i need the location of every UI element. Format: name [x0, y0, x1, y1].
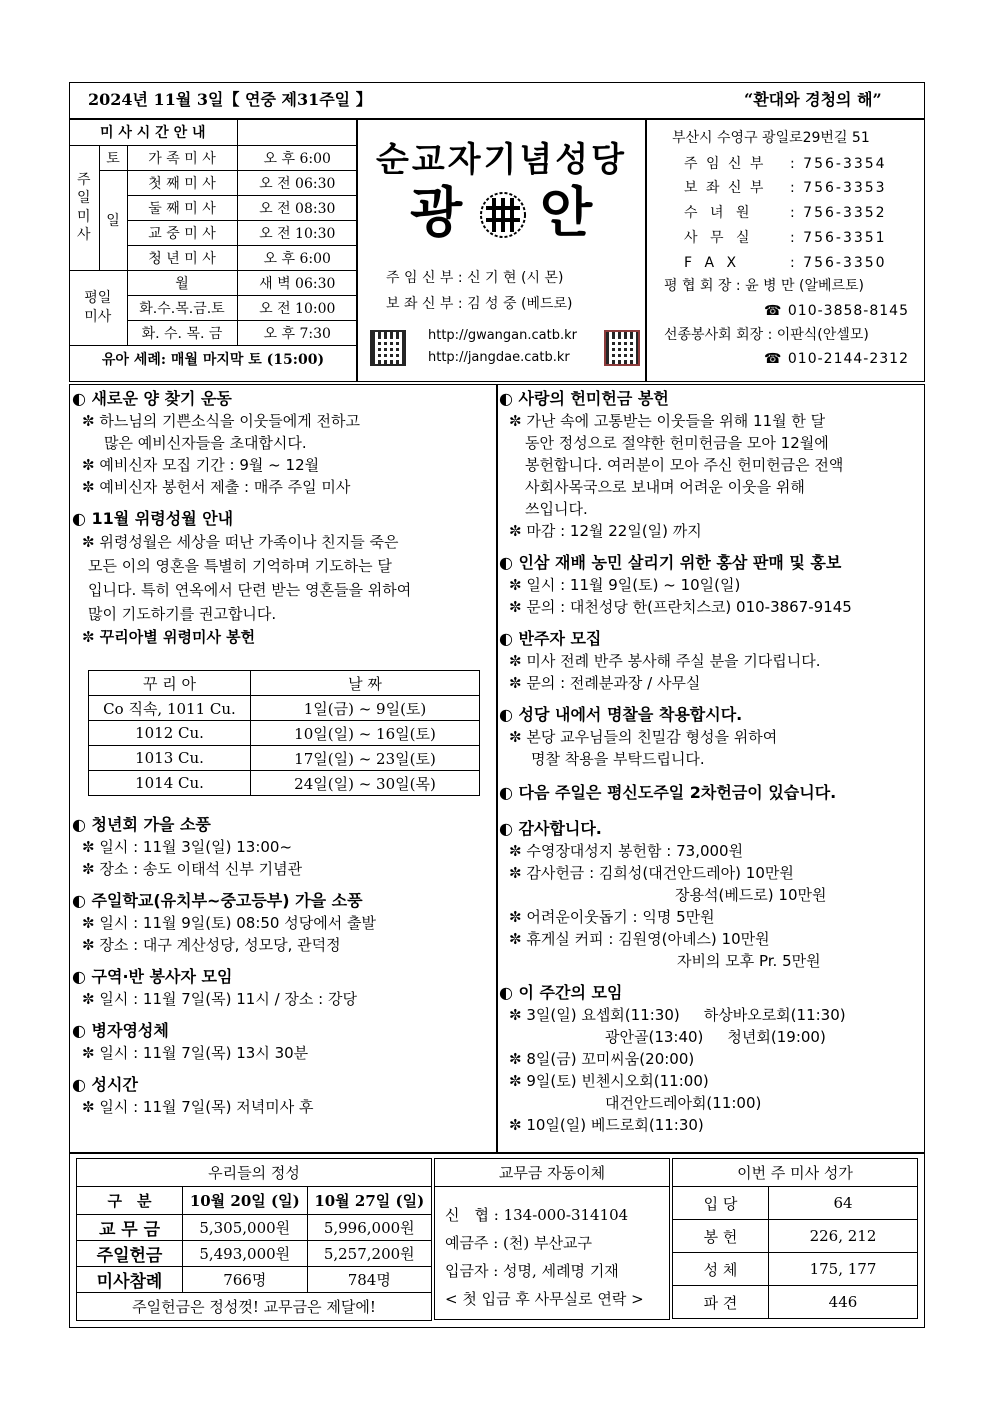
section-title: ◐ 성당 내에서 명찰을 착용합시다.	[499, 705, 743, 724]
volunteer-phone: ☎ 010-2144-2312	[764, 351, 909, 367]
mass-time: 오 후 6:00	[237, 145, 357, 170]
contact-value: : 756-3353	[790, 180, 887, 196]
table-header: 10월 20일 (일)	[183, 1187, 308, 1215]
mass-name: 첫 째 미 사	[127, 170, 237, 195]
mass-name: 화. 수. 목. 금	[127, 320, 237, 345]
text-line: ✼ 꾸리아별 위령미사 봉헌	[82, 628, 256, 646]
table-cell: 226, 212	[769, 1220, 918, 1253]
saturday-label: 토	[99, 145, 127, 170]
contact-label: 주 임 신 부	[684, 156, 766, 172]
sunday-label: 일	[99, 170, 127, 270]
mass-name: 월	[127, 270, 237, 295]
mass-time: 오 전 10:00	[237, 295, 357, 320]
infant-baptism-note: 유아 세례: 매월 마지막 토 (15:00)	[69, 345, 357, 373]
songs-title: 이번 주 미사 성가	[673, 1159, 918, 1187]
section-title: ◐ 새로운 양 찾기 운동	[72, 389, 232, 408]
contact-label: 보 좌 신 부	[684, 180, 766, 196]
mass-time: 오 전 10:30	[237, 220, 357, 245]
section-title: ◐ 11월 위령성월 안내	[72, 509, 234, 528]
section-title: ◐ 성시간	[72, 1075, 138, 1094]
mass-schedule-table	[69, 120, 357, 373]
text-line: ✼ 가난 속에 고통받는 이웃들을 위해 11월 한 달	[509, 412, 826, 430]
table-header: 날 짜	[251, 671, 480, 696]
text-line: ✼ 9일(토) 빈첸시오회(11:00)	[509, 1072, 709, 1090]
text-line: ✼ 일시 : 11월 3일(일) 13:00~	[82, 838, 293, 856]
table-cell: 1014 Cu.	[89, 771, 251, 796]
text-line: 예금주 : (천) 부산교구	[445, 1234, 592, 1252]
table-cell: 1012 Cu.	[89, 721, 251, 746]
mass-time: 오 전 06:30	[237, 170, 357, 195]
contact-value: : 756-3351	[790, 230, 887, 246]
contact-label: 사 무 실	[684, 230, 754, 246]
section-title: ◐ 사랑의 헌미헌금 봉헌	[499, 389, 669, 408]
table-cell: 파 견	[673, 1286, 769, 1319]
weekday-mass-label: 평일미사	[69, 270, 127, 345]
table-cell: 5,305,000원	[183, 1215, 308, 1241]
text-line: 자비의 모후 Pr. 5만원	[677, 952, 821, 970]
offering-table	[76, 1158, 432, 1321]
text-line: ✼ 미사 전례 반주 봉사해 주실 분을 기다립니다.	[509, 652, 821, 670]
table-cell: Co 직속, 1011 Cu.	[89, 696, 251, 721]
text-line: ✼ 일시 : 11월 9일(토) 08:50 성당에서 출발	[82, 914, 376, 932]
year-motto: “환대와 경청의 해”	[744, 90, 882, 109]
mass-name: 청 년 미 사	[127, 245, 237, 270]
text-line: ✼ 3일(일) 요셉회(11:30) 하상바오로회(11:30)	[509, 1006, 846, 1024]
table-cell: 5,493,000원	[183, 1241, 308, 1267]
text-line: ✼ 일시 : 11월 7일(목) 11시 / 장소 : 강당	[82, 990, 357, 1008]
text-line: 입니다. 특히 연옥에서 단련 받는 영혼들을 위하여	[88, 581, 412, 599]
text-line: ✼ 휴게실 커피 : 김원영(아녜스) 10만원	[509, 930, 770, 948]
section-title: ◐ 반주자 모집	[499, 629, 602, 648]
contact-value: : 756-3350	[790, 255, 887, 271]
left-column	[72, 388, 492, 648]
volunteer-president: 선종봉사회 회장 : 이판식(안셀모)	[664, 327, 869, 343]
cross-emblem-icon	[478, 190, 528, 240]
section-title: ◐ 병자영성체	[72, 1021, 169, 1040]
text-line: ✼ 장소 : 대구 계산성당, 성모당, 관덕정	[82, 936, 341, 954]
table-cell: 17일(일) ~ 23일(토)	[251, 746, 480, 771]
church-subtitle: 순교자기념성당	[376, 140, 627, 180]
section-title: ◐ 다음 주일은 평신도주일 2차헌금이 있습니다.	[499, 783, 837, 802]
section-title: ◐ 감사합니다.	[499, 819, 602, 838]
mass-name: 가 족 미 사	[127, 145, 237, 170]
songs-table	[672, 1158, 918, 1319]
text-line: ✼ 일시 : 11월 9일(토) ~ 10일(일)	[509, 576, 741, 594]
table-cell: 446	[769, 1286, 918, 1319]
right-column	[499, 388, 921, 1136]
text-line: 봉헌합니다. 여러분이 모아 주신 헌미헌금은 전액	[525, 456, 844, 474]
table-cell: 766명	[183, 1267, 308, 1293]
text-line: ✼ 10일(일) 베드로회(11:30)	[509, 1116, 704, 1134]
table-cell: 175, 177	[769, 1253, 918, 1286]
text-line: 많은 예비신자들을 초대합시다.	[104, 434, 307, 452]
section-title: ◐ 청년회 가을 소풍	[72, 815, 211, 834]
website-link-1[interactable]: http://gwangan.catb.kr	[428, 328, 577, 343]
assistant-info: 보 좌 신 부 : 김 성 중 (베드로)	[386, 296, 573, 312]
mass-time: 오 후 7:30	[237, 320, 357, 345]
text-line: ✼ 8일(금) 꼬미씨움(20:00)	[509, 1050, 695, 1068]
church-name-right: 안	[540, 180, 593, 244]
text-line: 명찰 착용을 부탁드립니다.	[531, 750, 705, 768]
mass-time: 오 후 6:00	[237, 245, 357, 270]
council-phone: ☎ 010-3858-8145	[764, 303, 909, 319]
text-line: ✼ 어려운이웃돕기 : 익명 5만원	[509, 908, 715, 926]
table-cell: 5,996,000원	[307, 1215, 432, 1241]
section-title: ◐ 구역·반 봉사자 모임	[72, 967, 233, 986]
contact-value: : 756-3354	[790, 156, 887, 172]
issue-date: 2024년 11월 3일【 연중 제31주일 】	[88, 90, 372, 109]
table-cell: 봉 헌	[673, 1220, 769, 1253]
text-line: 많이 기도하기를 권고합니다.	[88, 605, 277, 623]
text-line: 광안골(13:40) 청년회(19:00)	[605, 1028, 826, 1046]
table-cell: 입 당	[673, 1187, 769, 1220]
table-header: 구 분	[77, 1187, 183, 1215]
text-line: ✼ 일시 : 11월 7일(목) 13시 30분	[82, 1044, 309, 1062]
text-line: 신 협 : 134-000-314104	[445, 1206, 629, 1224]
mass-time: 오 전 08:30	[237, 195, 357, 220]
text-line: ✼ 수영장대성지 봉헌함 : 73,000원	[509, 842, 744, 860]
table-cell: 1013 Cu.	[89, 746, 251, 771]
text-line: 장용석(베드로) 10만원	[675, 886, 827, 904]
table-header: 꾸 리 아	[89, 671, 251, 696]
text-line: ✼ 예비신자 봉헌서 제출 : 매주 주일 미사	[82, 478, 351, 496]
text-line: 사회사목국으로 보내며 어려운 이웃을 위해	[525, 478, 805, 496]
text-line: ✼ 본당 교우님들의 친밀감 형성을 위하여	[509, 728, 778, 746]
table-cell: 64	[769, 1187, 918, 1220]
table-cell: 24일(일) ~ 30일(목)	[251, 771, 480, 796]
contact-label: 수 녀 원	[684, 205, 754, 221]
table-cell: 1일(금) ~ 9일(토)	[251, 696, 480, 721]
contact-value: : 756-3352	[790, 205, 887, 221]
table-header: 10월 27일 (일)	[307, 1187, 432, 1215]
transfer-title: 교무금 자동이체	[435, 1159, 669, 1187]
contact-label: F A X	[684, 255, 741, 271]
qr-code-icon[interactable]	[604, 330, 640, 366]
text-line: ✼ 예비신자 모집 기간 : 9월 ~ 12월	[82, 456, 320, 474]
text-line: 쓰입니다.	[525, 500, 588, 518]
mass-time: 새 벽 06:30	[237, 270, 357, 295]
table-cell: 교 무 금	[77, 1215, 183, 1241]
text-line: ✼ 하느님의 기쁜소식을 이웃들에게 전하고	[82, 412, 360, 430]
text-line: ✼ 감사헌금 : 김희성(대건안드레아) 10만원	[509, 864, 794, 882]
text-line: ✼ 마감 : 12월 22일(일) 까지	[509, 522, 702, 540]
text-line: 모든 이의 영혼을 특별히 기억하며 기도하는 달	[88, 557, 392, 575]
text-line: < 첫 입금 후 사무실로 연락 >	[445, 1290, 644, 1308]
text-line: 대건안드레아회(11:00)	[605, 1094, 762, 1112]
text-line: ✼ 문의 : 전례분과장 / 사무실	[509, 674, 701, 692]
mass-name: 교 중 미 사	[127, 220, 237, 245]
curia-table	[88, 670, 480, 796]
table-cell: 성 체	[673, 1253, 769, 1286]
offering-note: 주일헌금은 정성껏! 교무금은 제달에!	[77, 1293, 432, 1321]
section-title: ◐ 주일학교(유치부~중고등부) 가을 소풍	[72, 891, 363, 910]
table-cell: 주일헌금	[77, 1241, 183, 1267]
text-line: 동안 정성으로 절약한 헌미헌금을 모아 12월에	[525, 434, 829, 452]
pastor-info: 주 임 신 부 : 신 기 현 (시 몬)	[386, 270, 564, 286]
sunday-mass-label: 주일미사	[69, 145, 99, 270]
mass-name: 둘 째 미 사	[127, 195, 237, 220]
church-address: 부산시 수영구 광일로29번길 51	[672, 130, 870, 146]
offering-title: 우리들의 정성	[77, 1159, 432, 1187]
text-line: ✼ 장소 : 송도 이태석 신부 기념관	[82, 860, 303, 878]
table-cell: 미사참례	[77, 1267, 183, 1293]
left-column-lower	[72, 814, 492, 1118]
council-president: 평 협 회 장 : 윤 병 만 (알베르토)	[664, 278, 865, 294]
section-title: ◐ 인삼 재배 농민 살리기 위한 홍삼 판매 및 홍보	[499, 553, 842, 572]
mass-name: 화.수.목.금.토	[127, 295, 237, 320]
text-line: ✼ 위령성월은 세상을 떠난 가족이나 친지들 죽은	[82, 533, 399, 551]
qr-code-icon[interactable]	[370, 330, 406, 366]
church-name-left: 광	[410, 180, 463, 244]
text-line: ✼ 문의 : 대천성당 한(프란치스코) 010-3867-9145	[509, 598, 852, 616]
website-link-2[interactable]: http://jangdae.catb.kr	[428, 350, 570, 365]
mass-schedule-title: 미 사 시 간 안 내	[69, 120, 237, 145]
text-line: ✼ 일시 : 11월 7일(목) 저녁미사 후	[82, 1098, 314, 1116]
transfer-box	[434, 1158, 670, 1320]
section-title: ◐ 이 주간의 모임	[499, 983, 623, 1002]
table-cell: 784명	[307, 1267, 432, 1293]
table-cell: 5,257,200원	[307, 1241, 432, 1267]
text-line: 입금자 : 성명, 세례명 기재	[445, 1262, 619, 1280]
table-cell: 10일(일) ~ 16일(토)	[251, 721, 480, 746]
